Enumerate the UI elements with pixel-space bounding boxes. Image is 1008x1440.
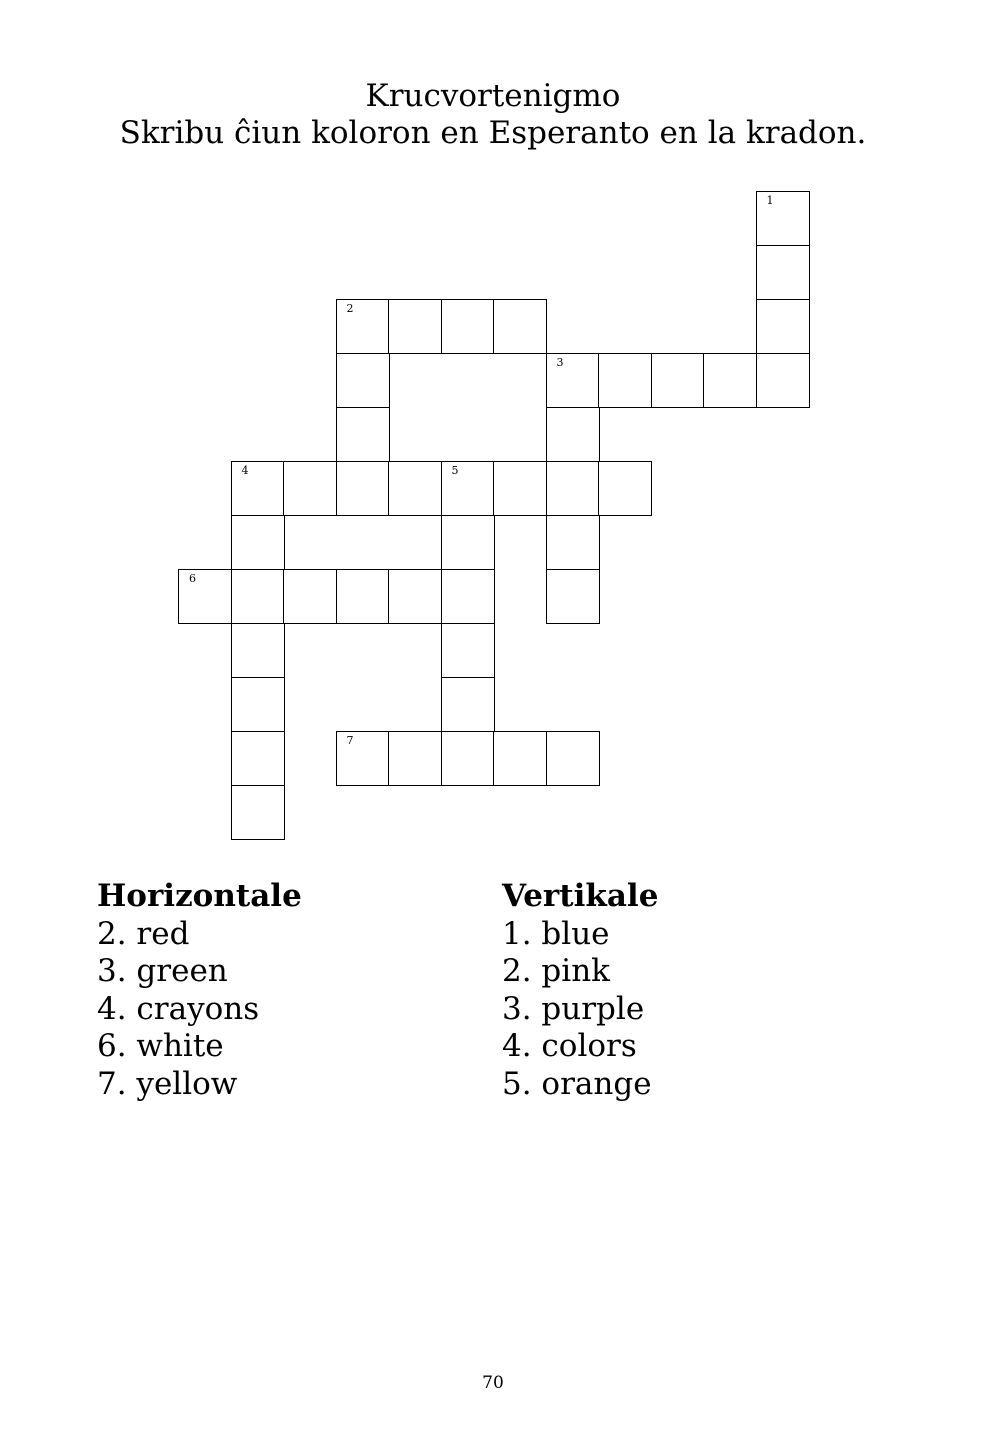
down-clue: 3. purple — [502, 990, 645, 1027]
crossword-cell[interactable] — [388, 299, 442, 354]
crossword-cell[interactable] — [336, 731, 390, 786]
crossword-cell[interactable] — [336, 407, 390, 462]
crossword-cell[interactable] — [546, 515, 600, 570]
down-clue: 4. colors — [502, 1028, 637, 1065]
clue-number: 6 — [189, 572, 196, 585]
page-title: Krucvortenigmo — [365, 78, 621, 114]
crossword-cell[interactable] — [441, 731, 495, 786]
crossword-cell[interactable] — [756, 191, 810, 246]
crossword-cell[interactable] — [336, 353, 390, 408]
across-clue: 6. white — [97, 1028, 224, 1065]
crossword-cell[interactable] — [388, 569, 442, 624]
crossword-cell[interactable] — [546, 569, 600, 624]
crossword-cell[interactable] — [336, 299, 390, 354]
crossword-cell[interactable] — [756, 353, 810, 408]
crossword-cell[interactable] — [441, 569, 495, 624]
crossword-cell[interactable] — [231, 785, 285, 840]
across-heading: Horizontale — [97, 878, 302, 914]
across-clues — [97, 876, 302, 1103]
down-clues — [502, 876, 658, 1103]
crossword-cell[interactable] — [388, 731, 442, 786]
crossword-cell[interactable] — [231, 569, 285, 624]
crossword-cell[interactable] — [441, 461, 495, 516]
crossword-cell[interactable] — [703, 353, 757, 408]
page-subtitle: Skribu ĉiun koloron en Esperanto en la kradon. — [119, 115, 867, 151]
crossword-cell[interactable] — [756, 245, 810, 300]
crossword-cell[interactable] — [283, 569, 337, 624]
crossword-cell[interactable] — [441, 299, 495, 354]
across-clue: 7. yellow — [97, 1065, 238, 1102]
clue-number: 5 — [451, 464, 459, 477]
clue-number: 2 — [346, 302, 354, 315]
crossword-cell[interactable] — [546, 461, 600, 516]
crossword-cell[interactable] — [178, 569, 232, 624]
crossword-cell[interactable] — [441, 623, 495, 678]
crossword-cell[interactable] — [598, 461, 652, 516]
crossword-cell[interactable] — [283, 461, 337, 516]
crossword-cell[interactable] — [546, 407, 600, 462]
down-clue: 5. orange — [502, 1065, 652, 1102]
crossword-cell[interactable] — [231, 623, 285, 678]
crossword-cell[interactable] — [231, 515, 285, 570]
clue-number: 3 — [556, 356, 564, 369]
crossword-cell[interactable] — [231, 731, 285, 786]
page-number: 70 — [482, 1373, 504, 1393]
crossword-cell[interactable] — [441, 677, 495, 732]
down-heading: Vertikale — [502, 878, 659, 914]
crossword-cell[interactable] — [651, 353, 705, 408]
crossword-cell[interactable] — [598, 353, 652, 408]
crossword-cell[interactable] — [231, 461, 285, 516]
crossword-cell[interactable] — [493, 461, 547, 516]
crossword-cell[interactable] — [336, 461, 390, 516]
down-clue: 1. blue — [502, 916, 610, 952]
down-clue: 2. pink — [502, 953, 610, 990]
crossword-cell[interactable] — [493, 299, 547, 354]
clue-number: 7 — [346, 734, 354, 747]
crossword-cell[interactable] — [756, 299, 810, 354]
across-clue: 2. red — [97, 916, 190, 952]
across-clue: 4. crayons — [97, 990, 260, 1027]
crossword-cell[interactable] — [546, 731, 600, 786]
crossword-cell[interactable] — [231, 677, 285, 732]
crossword-cell[interactable] — [336, 569, 390, 624]
clue-number: 4 — [241, 464, 249, 477]
crossword-cell[interactable] — [441, 515, 495, 570]
across-clue: 3. green — [97, 953, 228, 990]
clue-number: 1 — [766, 194, 774, 207]
crossword-cell[interactable] — [546, 353, 600, 408]
crossword-cell[interactable] — [493, 731, 547, 786]
crossword-cell[interactable] — [388, 461, 442, 516]
